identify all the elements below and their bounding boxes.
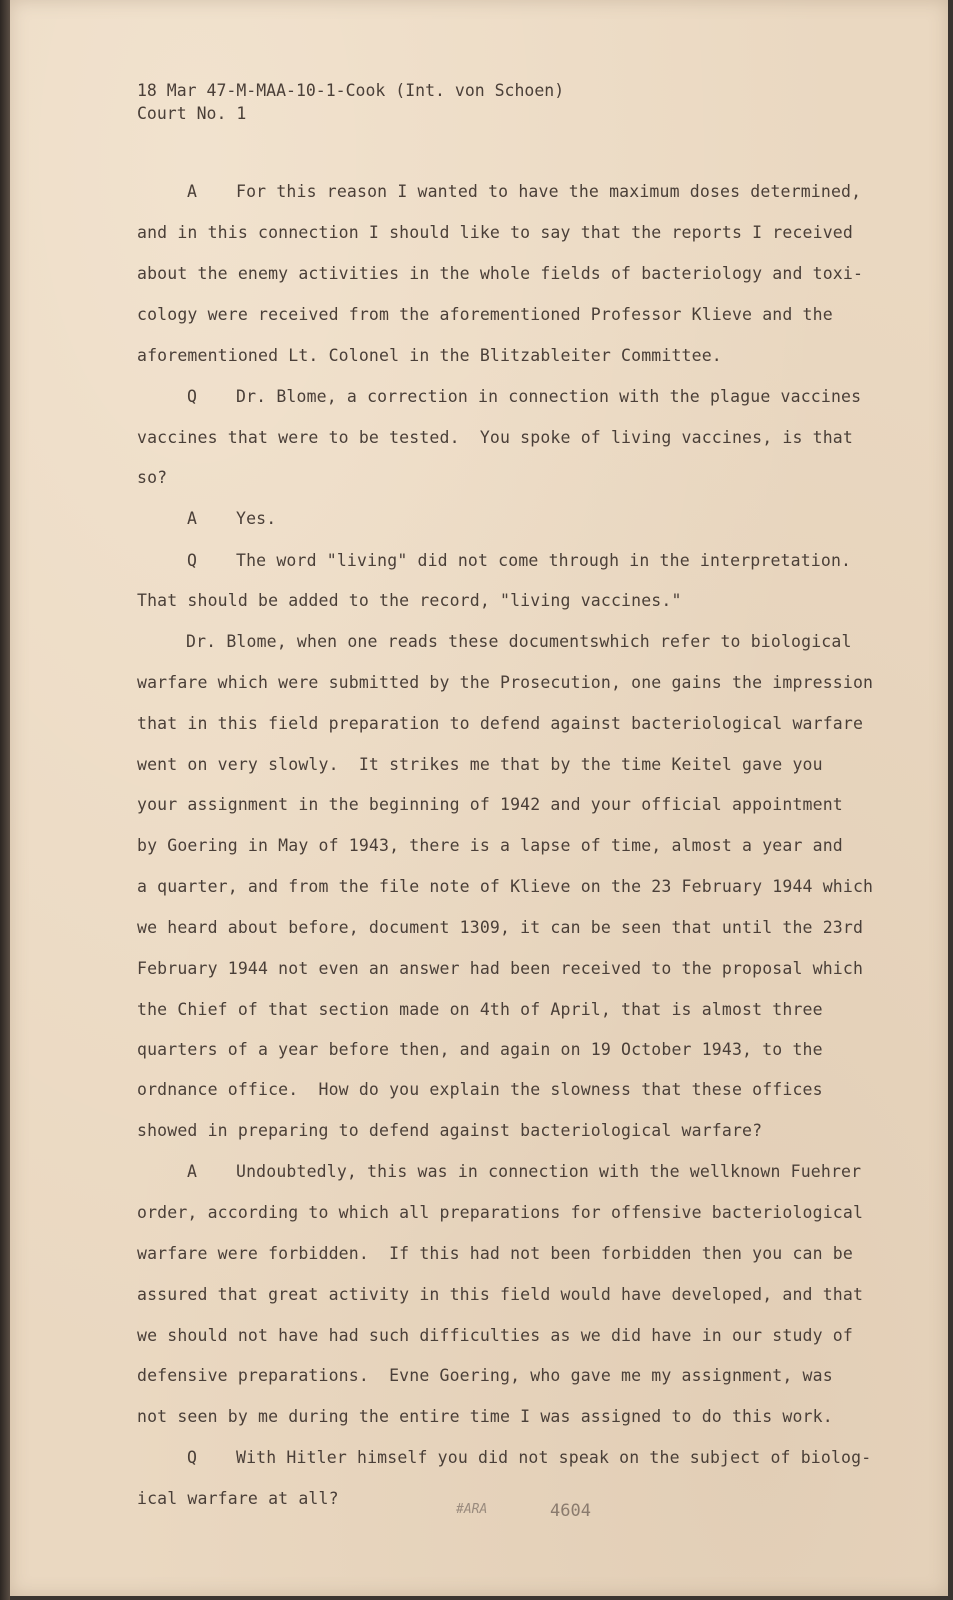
page-number: 4604 [550,1501,591,1521]
body-line: cology were received from the aforementioned Professor Klieve and the [137,305,833,324]
body-line: went on very slowly. It strikes me that by the time Keitel gave you [137,755,823,774]
body-line: aforementioned Lt. Colonel in the Blitzableiter Committee. [137,346,722,365]
body-line: Yes. [236,509,277,528]
body-line: Undoubtedly, this was in connection with the wellknown Fuehrer [236,1162,862,1181]
header-reference-line: 18 Mar 47-M-MAA-10-1-Cook (Int. von Schoen) [137,81,565,100]
body-line: ordnance office. How do you explain the slowness that these offices [137,1080,823,1099]
header-court-line: Court No. 1 [137,104,247,123]
body-line: that in this field preparation to defend against bacteriological warfare [137,714,864,733]
body-line: The word "living" did not come through in the interpretation. [236,551,852,570]
body-line: not seen by me during the entire time I was assigned to do this work. [137,1407,833,1426]
body-line: we should not have had such difficulties as we did have in our study of [137,1326,853,1345]
body-line: warfare which were submitted by the Prosecution, one gains the impression [137,673,874,692]
document-header [137,79,564,125]
speaker-label-question: Q [187,1448,197,1467]
speaker-label-answer: A [187,182,197,201]
body-line: your assignment in the beginning of 1942 and your official appointment [137,795,843,814]
body-line: February 1944 not even an answer had been received to the proposal which [137,959,864,978]
document-page [10,0,948,1596]
body-line: That should be added to the record, "living vaccines." [137,591,682,610]
body-line: For this reason I wanted to have the maximum doses determined, [236,182,862,201]
body-line: order, according to which all preparations for offensive bacteriological [137,1203,864,1222]
body-line: by Goering in May of 1943, there is a lapse of time, almost a year and [137,836,843,855]
body-line: With Hitler himself you did not speak on the subject of biolog- [236,1448,872,1467]
body-line: the Chief of that section made on 4th of April, that is almost three [137,1000,823,1019]
speaker-label-question: Q [187,551,197,570]
body-line: vaccines that were to be tested. You spoke of living vaccines, is that [137,428,853,447]
body-line: a quarter, and from the file note of Klieve on the 23 February 1944 which [137,877,874,896]
body-line: warfare were forbidden. If this had not been forbidden then you can be [137,1244,853,1263]
body-line: we heard about before, document 1309, it can be seen that until the 23rd [137,918,864,937]
body-line: defensive preparations. Evne Goering, who gave me my assignment, was [137,1366,833,1385]
body-line: and in this connection I should like to say that the reports I received [137,223,853,242]
body-line: Dr. Blome, a correction in connection with the plague vaccines [236,387,862,406]
archive-stamp: #ARA [456,1502,488,1517]
scan-edge [0,0,10,1600]
speaker-label-answer: A [187,1162,197,1181]
body-line: ical warfare at all? [137,1489,339,1508]
body-line: about the enemy activities in the whole fields of bacteriology and toxi- [137,264,864,283]
body-line: showed in preparing to defend against bacteriological warfare? [137,1121,763,1140]
speaker-label-answer: A [187,509,197,528]
body-line: Dr. Blome, when one reads these documentswhich refer to biological [186,632,852,651]
body-line: assured that great activity in this field would have developed, and that [137,1285,864,1304]
speaker-label-question: Q [187,387,197,406]
body-line: so? [137,468,168,487]
body-line: quarters of a year before then, and again on 19 October 1943, to the [137,1040,823,1059]
